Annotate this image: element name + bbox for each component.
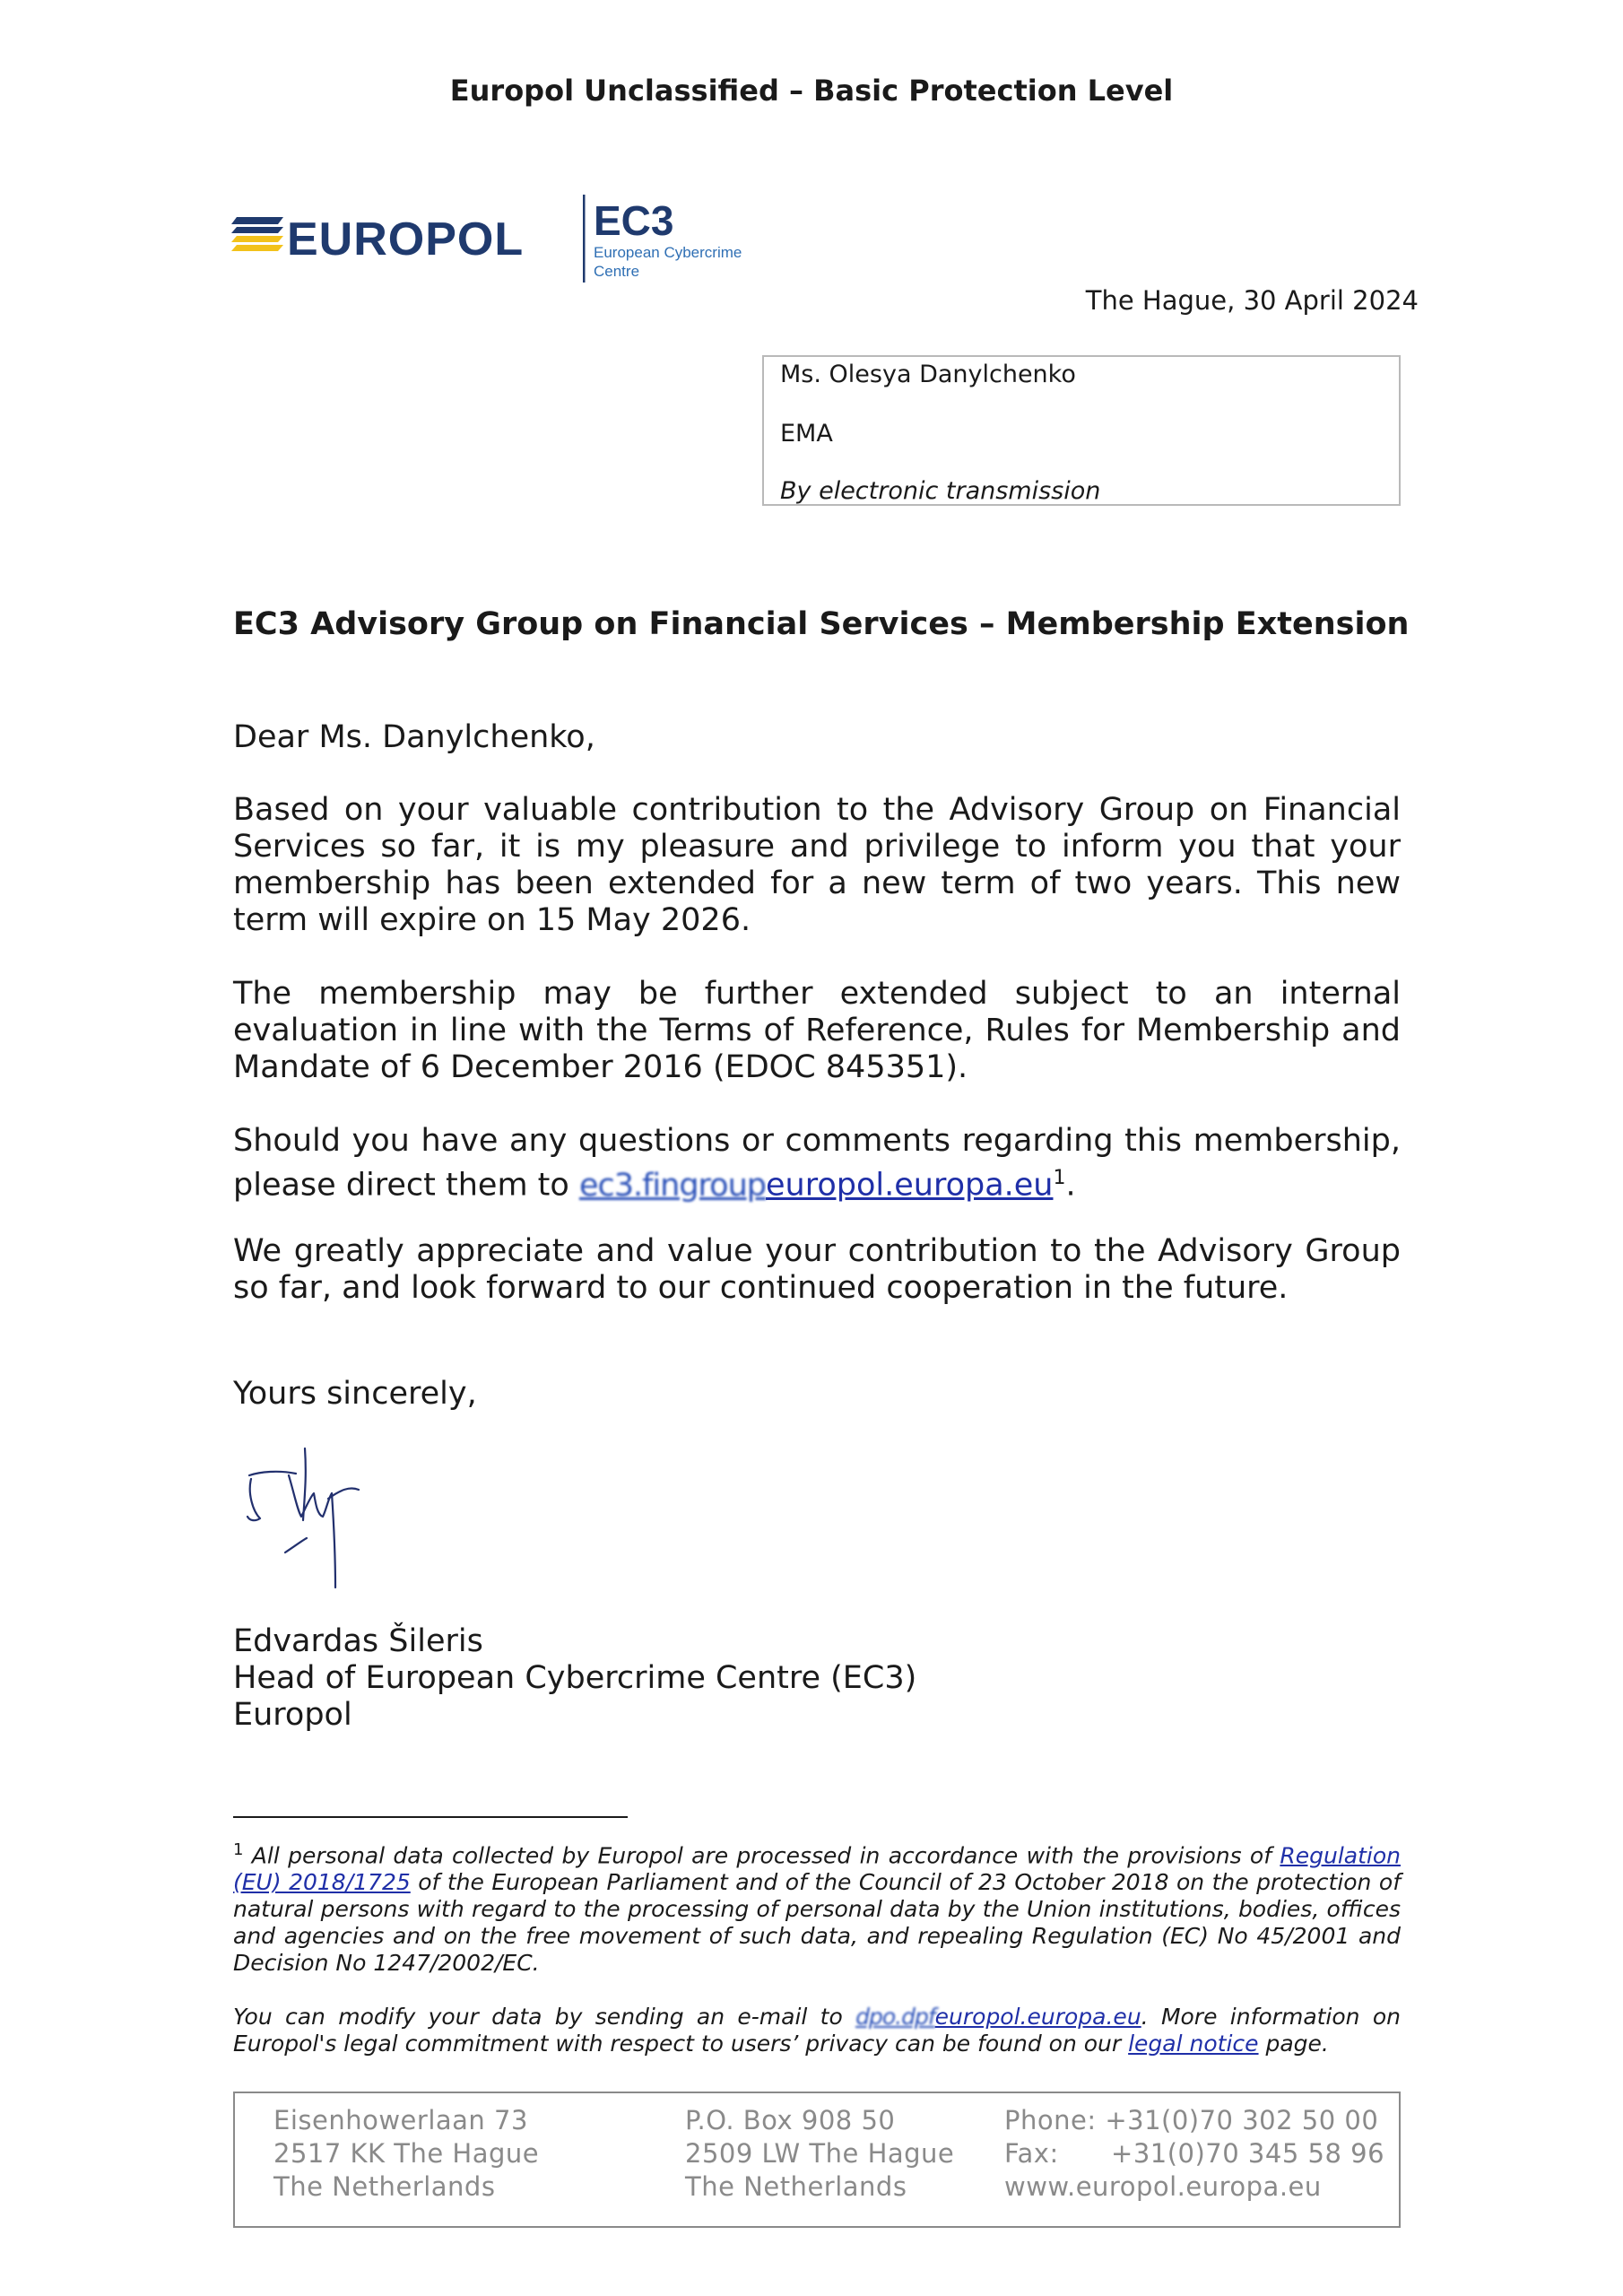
classification-header: Europol Unclassified – Basic Protection Level [449,74,1174,108]
paragraph-3-text: Should you have any questions or comments regarding this membership, please direct them to [233,1123,1401,1204]
address-line: P.O. Box 908 50 [685,2105,896,2135]
letter-subject: EC3 Advisory Group on Financial Services – Membership Extension [233,606,1410,642]
address-line: The Netherlands [273,2171,496,2202]
letter-date: The Hague, 30 April 2024 [1085,285,1419,316]
footnote [233,1837,1401,2057]
logo-unit-name-1: European Cybercrime [594,244,742,261]
footnote-1 [233,1837,1401,1977]
dpo-email-redacted: dpo.dpf [855,2004,935,2031]
recipient-box [762,355,1401,506]
closing: Yours sincerely, [233,1376,477,1412]
paragraph-2: The membership may be further extended subject to an internal evaluation in line with the Terms of Reference, Rules for Membership and Mandate of 6 December 2016 (EDOC 845351). [233,976,1401,1085]
dpo-email-domain: europol.europa.eu [934,2004,1141,2031]
paragraph-1: Based on your valuable contribution to the Advisory Group on Financial Services so far, it is my pleasure and privilege to inform you that your membership has been extended for a new term of two years. This new term will expire on 15 May 2026. [233,792,1401,938]
paragraph-3-end: . [1065,1167,1076,1204]
address-footer [233,2092,1401,2228]
logo-unit-name-2: Centre [594,263,640,280]
modify-text-2: . More information on Europol's legal commitment with respect to users’ privacy can be found on our [233,2004,1401,2057]
paragraph-4: We greatly appreciate and value your contribution to the Advisory Group so far, and look forward to our continued cooperation in the future. [233,1233,1401,1306]
logo-unit: EC3 [594,197,674,244]
recipient-delivery: By electronic transmission [780,477,1101,505]
footnote-number: 1 [233,1840,244,1859]
website-link[interactable]: www.europol.europa.eu [1004,2171,1322,2202]
contact-email-link[interactable] [579,1168,1054,1204]
europol-ec3-logo [231,190,787,289]
address-line: The Netherlands [685,2171,907,2202]
paragraph-3 [233,1123,1401,1205]
regulation-link[interactable]: Regulation (EU) 2018/1725 [233,1842,1401,1896]
signature-block [233,1623,916,1734]
legal-notice-link[interactable]: legal notice [1128,2031,1259,2057]
footnote-modify [233,2004,1401,2057]
address-contact [1004,2104,1384,2204]
dpo-email-link[interactable] [855,2004,1141,2030]
footnote-separator [233,1816,628,1818]
logo-stripes [231,217,283,251]
logo-wordmark: EUROPOL [287,213,525,265]
recipient-org: EMA [780,420,833,448]
phone-line: Phone: +31(0)70 302 50 00 [1004,2105,1379,2135]
signer-title: Head of European Cybercrime Centre (EC3) [233,1660,917,1696]
address-street [273,2104,539,2204]
footnote-ref[interactable]: 1 [1053,1167,1066,1189]
address-line: 2517 KK The Hague [273,2138,540,2169]
address-line: 2509 LW The Hague [685,2138,955,2169]
footnote-text: All personal data collected by Europol are processed in accordance with the provisions of [251,1842,1280,1869]
address-line: Eisenhowerlaan 73 [273,2105,528,2135]
contact-email-redacted: ec3.fingroup [578,1167,766,1204]
contact-email-domain: europol.europa.eu [766,1167,1054,1204]
salutation: Dear Ms. Danylchenko, [233,719,595,755]
signer-name: Edvardas Šileris [233,1623,483,1659]
fax-line: Fax: +31(0)70 345 58 96 [1004,2138,1385,2169]
modify-text: You can modify your data by sending an e-mail to [233,2004,856,2031]
signer-org: Europol [233,1697,352,1733]
footnote-text-2: of the European Parliament and of the Council of 23 October 2018 on the protection of natural persons with regard to the processing of personal data by the Union institutions, bodies, offices and agencies and on the free movement of such data, and repealing Regulation (EC) No 45/2001 and Decision No 1247/2002/EC. [233,1869,1401,1977]
modify-text-3: page. [1258,2031,1329,2057]
handwritten-signature [242,1439,448,1619]
address-postbox [685,2104,954,2204]
recipient-name: Ms. Olesya Danylchenko [780,361,1076,388]
